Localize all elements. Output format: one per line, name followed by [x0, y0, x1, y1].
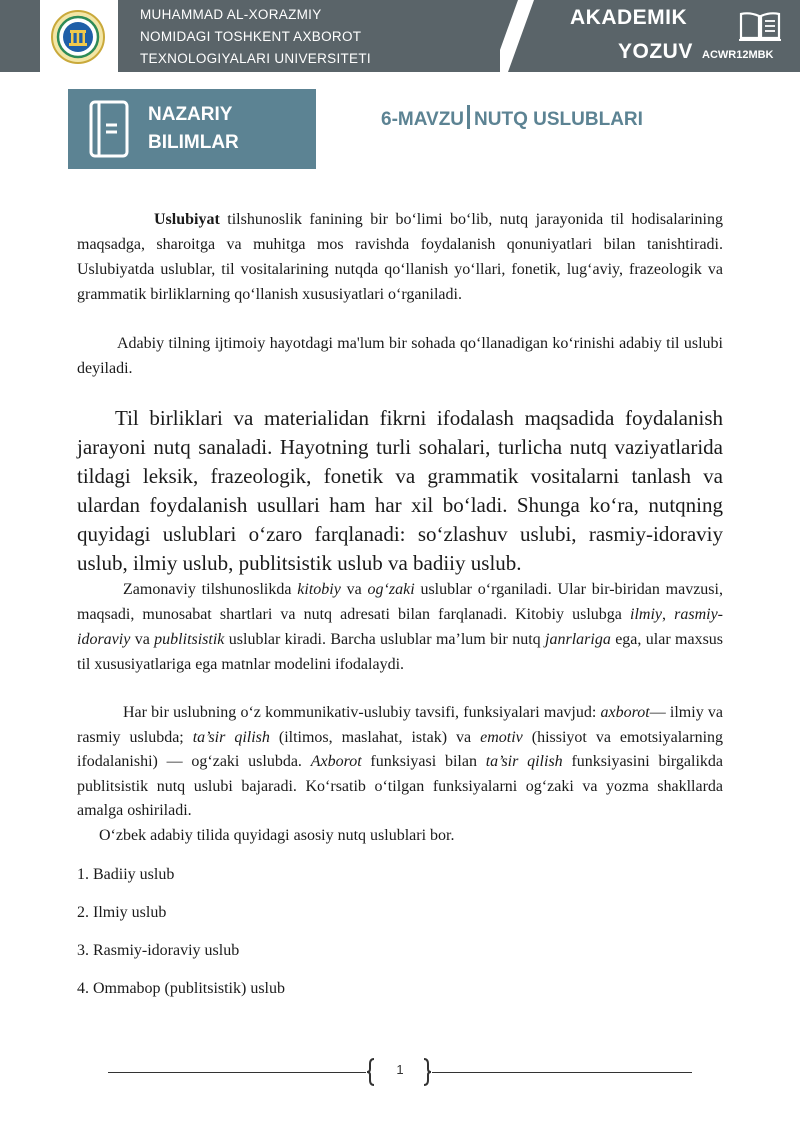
- open-book-icon: [738, 10, 782, 42]
- text-run: (iltimos, maslahat, istak) va: [269, 728, 481, 746]
- page-header: [0, 0, 800, 72]
- italic-run: ta’sir qilish: [485, 753, 563, 770]
- italic-run: publitsistik: [154, 631, 225, 648]
- university-name-line: TEXNOLOGIYALARI UNIVERSITETI: [140, 51, 371, 66]
- italic-run: kitobiy: [297, 581, 341, 598]
- text-run: ega, ular maxsus til xususiyatlariga ega matnlar modelini ifodalaydi.: [77, 631, 724, 673]
- university-name-line: NOMIDAGI TOSHKENT AXBOROT: [140, 29, 362, 44]
- footer-rule-left: [108, 1072, 366, 1073]
- section-label: [148, 101, 239, 157]
- topic-separator: [467, 105, 470, 129]
- italic-run: janrlariga: [545, 631, 611, 648]
- university-name: [140, 4, 500, 70]
- text-run: funksiyasini birgalikda publitsistik nutq uslubi bajaradi. Ko‘rsatib o‘tilgan funksiyalarni og‘zaki va yozma shakllarda amalga oshiriladi.: [77, 753, 724, 819]
- text-run: va: [340, 581, 368, 598]
- list-item: 3. Rasmiy-idoraviy uslub: [77, 942, 240, 959]
- course-code: ACWR12MBK: [702, 49, 774, 61]
- text-run: uslublar kiradi. Barcha uslublar ma’lum bir nutq: [224, 631, 546, 648]
- paragraph-modern-linguistics: [77, 577, 723, 677]
- text-run: uslublar o‘rganiladi. Ular bir-biridan mavzusi, maqsadi, munosabat shartlari va nutq adresati bilan farqlanadi. Kitobiy uslubga: [77, 581, 723, 623]
- paragraph-text: tilshunoslik fanining bir bo‘limi bo‘lib, nutq jarayonida til hodisalarining maqsadga, sharoitga va muhitga mos ravishda foydalanish qonuniyatlari bilan tanishtiradi. Uslubiyatda uslublar, til vositalarining nutqda qo‘llanish yo‘llari, fonetik, lug‘aviy, frazeologik va grammatik birliklarning qo‘llanish xususiyatlari o‘rganiladi.: [77, 211, 723, 303]
- text-run: funksiyasi bilan: [361, 753, 486, 770]
- topic-title: NUTQ USLUBLARI: [474, 109, 643, 130]
- italic-run: rasmiy-idoraviy: [77, 606, 724, 648]
- right-brace-icon: [422, 1058, 432, 1086]
- header-title-line2: YOZUV: [618, 40, 693, 63]
- paragraph-speech: Til birliklari va materialidan fikrni ifodalash maqsadida foydalanish jarayoni nutq sanaladi. Hayotning turli sohalari, turlicha nutq vaziyatlarida tildagi leksik, frazeologik, fonetik va grammatik vositalarni tanlash va ulardan foydalanish usullari ham har xil bo‘ladi. Shunga ko‘ra, nutqning quyidagi uslublari o‘zaro farqlanadi: so‘zlashuv uslubi, rasmiy-idoraviy uslub, ilmiy uslub, publitsistik uslub va badiiy uslub.: [77, 406, 723, 575]
- topic-number: 6-MAVZU: [381, 109, 465, 130]
- header-divider-stripe: [500, 0, 550, 72]
- paragraph-definition: [77, 207, 723, 307]
- university-name-line: MUHAMMAD AL-XORAZMIY: [140, 7, 322, 22]
- document-icon: [88, 99, 130, 159]
- list-item: 1. Badiiy uslub: [77, 866, 175, 883]
- italic-run: ilmiy: [630, 606, 662, 623]
- text-run: (hissiyot va emotsiyalarning ifodalanishi) — og‘zaki uslubda.: [77, 728, 724, 770]
- topic-heading: [381, 105, 643, 131]
- paragraph-literary-style: Adabiy tilning ijtimoiy hayotdagi ma'lum bir sohada qo‘llanadigan ko‘rinishi adabiy til uslubi deyiladi.: [77, 335, 723, 377]
- section-label-line: NAZARIY: [148, 104, 233, 125]
- text-run: Har bir uslubning o‘z kommunikativ-uslubiy tavsifi, funksiyalari mavjud:: [123, 704, 601, 721]
- term-uslubiyat: Uslubiyat: [154, 211, 220, 228]
- page-number: 1: [396, 1062, 404, 1077]
- footer-rule-right: [432, 1072, 692, 1073]
- list-item: 2. Ilmiy uslub: [77, 904, 167, 921]
- italic-run: og‘zaki: [367, 581, 415, 598]
- paragraph-list-intro: O‘zbek adabiy tilida quyidagi asosiy nutq uslublari bor.: [99, 827, 455, 844]
- text-run: ,: [662, 606, 675, 623]
- italic-run: axborot: [600, 704, 650, 721]
- paragraph-functions: [77, 701, 723, 824]
- left-brace-icon: [366, 1058, 376, 1086]
- header-title-line1: AKADEMIK: [570, 6, 688, 29]
- section-label-line: BILIMLAR: [148, 132, 239, 153]
- text-run: va: [130, 631, 155, 648]
- italic-run: ta’sir qilish: [192, 728, 270, 746]
- header-left-bar: [0, 0, 40, 72]
- university-emblem-icon: [51, 10, 105, 64]
- italic-run: Axborot: [310, 753, 362, 770]
- list-item: 4. Ommabop (publitsistik) uslub: [77, 980, 285, 997]
- text-run: Zamonaviy tilshunoslikda: [123, 581, 298, 598]
- italic-run: emotiv: [480, 728, 523, 746]
- text-run: — ilmiy va rasmiy uslubda;: [77, 704, 723, 746]
